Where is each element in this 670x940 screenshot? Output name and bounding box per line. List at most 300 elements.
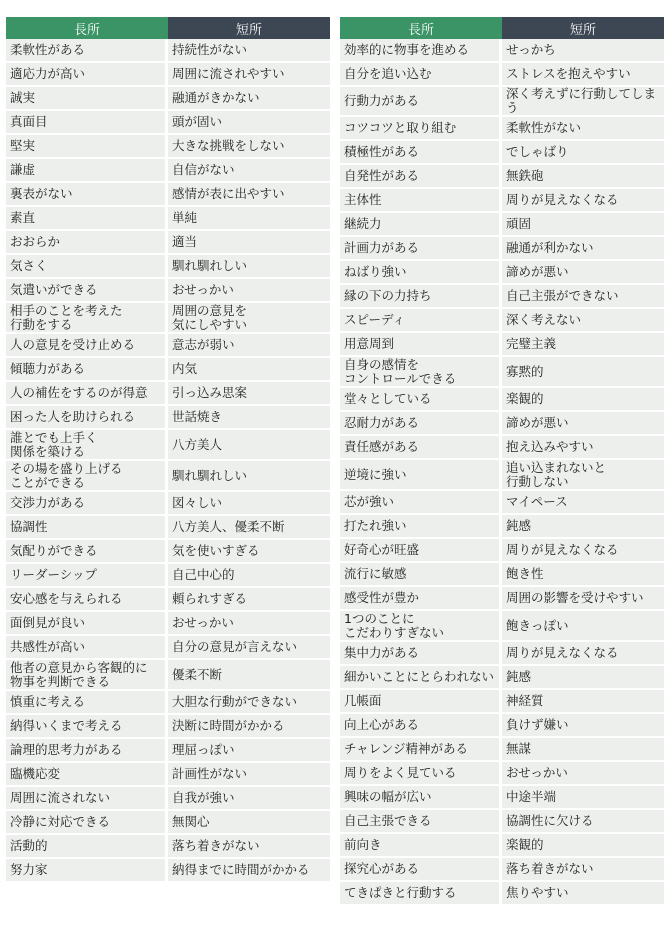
table-row	[6, 859, 330, 883]
merit-cell	[6, 564, 168, 588]
demerit-cell-text: 決断に時間がかかる	[172, 718, 285, 733]
merit-cell-text: 集中力がある	[344, 645, 420, 660]
merit-cell-text: 納得いくまで考える	[10, 718, 123, 733]
header-demerit: 短所	[168, 17, 330, 39]
demerit-cell	[502, 563, 664, 587]
demerit-cell	[502, 357, 664, 388]
demerit-cell	[168, 382, 330, 406]
demerit-cell-text: 自己中心的	[172, 567, 235, 582]
merit-cell-text: コツコツと取り組む	[344, 120, 457, 135]
demerit-cell	[168, 612, 330, 636]
demerit-cell	[168, 430, 330, 461]
demerit-cell	[168, 207, 330, 231]
merit-cell	[6, 811, 168, 835]
demerit-cell-text: マイペース	[506, 494, 568, 509]
table-row	[340, 563, 664, 587]
merit-cell	[6, 231, 168, 255]
merit-cell-text: 用意周到	[344, 336, 395, 351]
table-row	[6, 636, 330, 660]
demerit-cell-text: 飽きっぽい	[506, 617, 569, 633]
table-row	[340, 738, 664, 762]
demerit-cell	[168, 255, 330, 279]
merit-cell	[340, 762, 502, 786]
merit-cell	[6, 63, 168, 87]
merit-cell-text: 気さく	[10, 258, 48, 273]
table-row	[340, 882, 664, 906]
demerit-cell	[168, 39, 330, 63]
demerit-cell	[168, 715, 330, 739]
table-row	[6, 87, 330, 111]
merit-cell-text: 人の補佐をするのが得意	[10, 385, 148, 400]
demerit-cell-text: 気を使いすぎる	[172, 543, 260, 558]
demerit-cell-text: 優柔不断	[172, 666, 223, 682]
merit-cell	[340, 189, 502, 213]
demerit-cell-text: 周囲に流されやすい	[172, 66, 285, 81]
merit-cell-text: スピーディ	[344, 312, 406, 327]
header-merit: 長所	[340, 17, 502, 39]
demerit-cell-text: 単純	[172, 210, 198, 225]
demerit-cell-text: 周りが見えなくなる	[506, 192, 619, 207]
demerit-cell-text: 頼られすぎる	[172, 591, 248, 606]
demerit-cell	[502, 117, 664, 141]
demerit-cell-text: 落ち着きがない	[506, 861, 594, 876]
demerit-cell	[502, 63, 664, 87]
table-row	[340, 141, 664, 165]
demerit-cell-text: 八方美人	[172, 436, 223, 452]
merit-cell-text: 謙虚	[10, 162, 36, 177]
table-row	[6, 516, 330, 540]
table-row	[340, 515, 664, 539]
merit-cell-text: 感受性が豊か	[344, 590, 420, 605]
demerit-cell	[502, 587, 664, 611]
demerit-cell-text: 協調性に欠ける	[506, 813, 594, 828]
merit-cell-text: 向上心がある	[344, 717, 420, 732]
demerit-cell	[168, 111, 330, 135]
merit-cell-text: 人の意見を受け止める	[10, 337, 136, 352]
table-row	[6, 461, 330, 492]
merit-cell-text: 気配りができる	[10, 543, 98, 558]
merit-cell	[340, 858, 502, 882]
demerit-cell-text: 融通がきかない	[172, 90, 260, 105]
table-row	[6, 358, 330, 382]
table-row	[340, 189, 664, 213]
demerit-cell-text: 鈍感	[506, 518, 532, 533]
merit-cell-text: 几帳面	[344, 693, 382, 708]
table-row	[6, 715, 330, 739]
merit-cell-text: 共感性が高い	[10, 639, 86, 654]
demerit-cell	[502, 666, 664, 690]
table-row	[340, 762, 664, 786]
table-header-row	[6, 17, 330, 39]
table-row	[340, 642, 664, 666]
table-row	[6, 279, 330, 303]
merit-cell-text: 堂々としている	[344, 391, 432, 406]
merit-cell	[6, 135, 168, 159]
merit-cell	[6, 39, 168, 63]
table-row	[340, 436, 664, 460]
table-row	[340, 587, 664, 611]
merit-cell-text: 誠実	[10, 90, 36, 105]
table-row	[6, 835, 330, 859]
merit-cell	[6, 835, 168, 859]
demerit-cell	[502, 165, 664, 189]
table-row	[6, 787, 330, 811]
demerit-cell-text: 深く考えない	[506, 312, 582, 327]
merits-demerits-table-right	[340, 17, 664, 906]
demerit-cell-text: 大きな挑戦をしない	[172, 138, 285, 153]
merit-cell-text: ねばり強い	[344, 264, 407, 279]
merit-cell-text: 裏表がない	[10, 186, 73, 201]
merit-cell	[340, 165, 502, 189]
table-row	[6, 207, 330, 231]
merit-cell-text: 論理的思考力がある	[10, 742, 123, 757]
demerit-cell-text: 自己主張ができない	[506, 288, 619, 303]
demerit-cell	[502, 882, 664, 906]
demerit-cell	[168, 835, 330, 859]
demerit-cell	[502, 539, 664, 563]
demerit-cell	[168, 406, 330, 430]
table-row	[340, 333, 664, 357]
merit-cell	[6, 303, 168, 334]
demerit-cell-text: 自信がない	[172, 162, 235, 177]
demerit-cell-text: 周りが見えなくなる	[506, 645, 619, 660]
merit-cell	[6, 334, 168, 358]
demerit-cell	[502, 39, 664, 63]
demerit-cell	[168, 787, 330, 811]
merit-cell-text: 傾聴力がある	[10, 361, 86, 376]
merit-cell	[6, 636, 168, 660]
merit-cell-text: 困った人を助けられる	[10, 409, 136, 424]
demerit-cell	[502, 141, 664, 165]
table-row	[340, 690, 664, 714]
demerit-cell-text: おせっかい	[506, 765, 568, 780]
merit-cell-text: リーダーシップ	[10, 567, 98, 582]
merit-cell-text: 誰とでも上手く 関係を築ける	[10, 430, 98, 459]
merit-cell	[340, 63, 502, 87]
table-row	[6, 255, 330, 279]
demerit-cell	[168, 859, 330, 883]
table-row	[340, 460, 664, 491]
demerit-cell-text: 寡黙的	[506, 363, 544, 379]
merit-cell	[340, 515, 502, 539]
demerit-cell	[168, 334, 330, 358]
table-row	[6, 540, 330, 564]
table-row	[6, 691, 330, 715]
merit-cell-text: 冷静に対応できる	[10, 814, 111, 829]
table-row	[340, 117, 664, 141]
merit-cell-text: 自分を追い込む	[344, 66, 432, 81]
merit-cell-text: 素直	[10, 210, 36, 225]
merit-cell	[6, 516, 168, 540]
merit-cell-text: 交渉力がある	[10, 495, 86, 510]
merit-cell-text: その場を盛り上げる ことができる	[10, 461, 123, 490]
table-body	[340, 39, 664, 906]
demerit-cell	[168, 763, 330, 787]
demerit-cell	[168, 540, 330, 564]
merit-cell	[340, 412, 502, 436]
merit-cell	[6, 715, 168, 739]
demerit-cell	[168, 87, 330, 111]
demerit-cell	[502, 412, 664, 436]
demerit-cell-text: 焦りやすい	[506, 885, 569, 900]
demerit-cell-text: 楽観的	[506, 837, 544, 852]
merit-cell	[340, 309, 502, 333]
merit-cell	[6, 492, 168, 516]
merit-cell-text: 柔軟性がある	[10, 42, 86, 57]
table-row	[6, 564, 330, 588]
demerit-cell-text: 馴れ馴れしい	[172, 258, 248, 273]
demerit-cell-text: 大胆な行動ができない	[172, 694, 298, 709]
merit-cell-text: 忍耐力がある	[344, 415, 420, 430]
merit-cell-text: 周囲に流されない	[10, 790, 111, 805]
demerit-cell	[168, 461, 330, 492]
merit-cell-text: 責任感がある	[344, 439, 420, 454]
merit-cell	[340, 786, 502, 810]
merit-cell	[340, 738, 502, 762]
merit-cell	[6, 358, 168, 382]
merit-cell-text: 活動的	[10, 838, 48, 853]
merit-cell	[340, 87, 502, 117]
demerit-cell-text: 周りが見えなくなる	[506, 542, 619, 557]
merit-cell	[6, 763, 168, 787]
merit-cell-text: 効率的に物事を進める	[344, 42, 470, 57]
merit-cell	[6, 255, 168, 279]
merit-cell	[6, 382, 168, 406]
merit-cell	[6, 691, 168, 715]
demerit-cell	[502, 436, 664, 460]
table-row	[340, 213, 664, 237]
table-row	[6, 231, 330, 255]
demerit-cell-text: 追い込まれないと 行動しない	[506, 460, 607, 489]
table-row	[340, 357, 664, 388]
table-row	[6, 39, 330, 63]
table-row	[6, 660, 330, 691]
demerit-cell	[168, 739, 330, 763]
merit-cell	[6, 859, 168, 883]
demerit-cell	[502, 858, 664, 882]
merit-cell-text: 1つのことに こだわりすぎない	[344, 611, 445, 640]
table-header-row	[340, 17, 664, 39]
demerit-cell-text: 融通が利かない	[506, 240, 594, 255]
demerit-cell-text: 頭が固い	[172, 114, 223, 129]
merit-cell	[6, 159, 168, 183]
merit-cell-text: 芯が強い	[344, 494, 395, 509]
table-row	[6, 334, 330, 358]
demerit-cell-text: 諦めが悪い	[506, 415, 569, 430]
demerit-cell-text: 周囲の影響を受けやすい	[506, 590, 644, 605]
merit-cell	[340, 357, 502, 388]
demerit-cell-text: 完璧主義	[506, 336, 557, 351]
table-row	[6, 111, 330, 135]
merit-cell	[340, 611, 502, 642]
merit-cell	[340, 388, 502, 412]
demerit-cell	[502, 714, 664, 738]
merit-cell-text: 堅実	[10, 138, 36, 153]
demerit-cell-text: 周囲の意見を 気にしやすい	[172, 303, 248, 332]
merit-cell	[6, 279, 168, 303]
merit-cell-text: 前向き	[344, 837, 382, 852]
table-row	[340, 165, 664, 189]
demerit-cell	[502, 690, 664, 714]
merit-cell	[340, 436, 502, 460]
demerit-cell-text: ストレスを抱えやすい	[506, 66, 631, 81]
table-row	[6, 612, 330, 636]
demerit-cell	[168, 691, 330, 715]
merit-cell	[340, 285, 502, 309]
table-row	[340, 285, 664, 309]
demerit-cell-text: 感情が表に出やすい	[172, 186, 285, 201]
demerit-cell-text: 鈍感	[506, 669, 532, 684]
merit-cell-text: 協調性	[10, 519, 48, 534]
table-row	[340, 539, 664, 563]
demerit-cell	[502, 515, 664, 539]
merit-cell	[6, 111, 168, 135]
merit-cell	[340, 690, 502, 714]
table-row	[6, 811, 330, 835]
merit-cell-text: 慎重に考える	[10, 694, 86, 709]
header-demerit: 短所	[502, 17, 664, 39]
merit-cell-text: 縁の下の力持ち	[344, 288, 432, 303]
table-row	[6, 763, 330, 787]
merit-cell	[6, 588, 168, 612]
demerit-cell	[502, 810, 664, 834]
table-row	[340, 39, 664, 63]
merit-cell	[6, 430, 168, 461]
demerit-cell	[168, 231, 330, 255]
demerit-cell	[502, 189, 664, 213]
merit-cell	[6, 787, 168, 811]
merit-cell	[6, 406, 168, 430]
demerit-cell-text: 馴れ馴れしい	[172, 467, 248, 483]
demerit-cell-text: 八方美人、優柔不断	[172, 519, 285, 534]
demerit-cell-text: 落ち着きがない	[172, 838, 260, 853]
demerit-cell-text: 自我が強い	[172, 790, 235, 805]
table-row	[340, 611, 664, 642]
demerit-cell	[168, 588, 330, 612]
table-row	[340, 237, 664, 261]
demerit-cell-text: おせっかい	[172, 282, 234, 297]
demerit-cell-text: 神経質	[506, 693, 544, 708]
merit-cell	[340, 714, 502, 738]
table-row	[340, 87, 664, 117]
merit-cell-text: 真面目	[10, 114, 48, 129]
merit-cell	[340, 563, 502, 587]
demerit-cell	[502, 762, 664, 786]
merit-cell-text: 打たれ強い	[344, 518, 407, 533]
merit-cell	[6, 540, 168, 564]
merit-cell	[6, 183, 168, 207]
demerit-cell	[168, 811, 330, 835]
table-row	[6, 430, 330, 461]
demerit-cell	[168, 660, 330, 691]
table-row	[340, 491, 664, 515]
table-row	[6, 135, 330, 159]
table-row	[6, 588, 330, 612]
demerit-cell-text: でしゃばり	[506, 144, 569, 159]
merit-cell	[6, 660, 168, 691]
merit-cell-text: 自発性がある	[344, 168, 420, 183]
demerit-cell-text: 内気	[172, 361, 198, 376]
demerit-cell-text: 納得までに時間がかかる	[172, 862, 310, 877]
merit-cell	[340, 642, 502, 666]
merit-cell	[340, 333, 502, 357]
demerit-cell-text: おせっかい	[172, 615, 234, 630]
demerit-cell	[502, 388, 664, 412]
table-row	[340, 412, 664, 436]
merit-cell	[340, 213, 502, 237]
table-row	[6, 406, 330, 430]
demerit-cell	[168, 516, 330, 540]
merit-cell	[340, 39, 502, 63]
demerit-cell-text: 計画性がない	[172, 766, 248, 781]
demerit-cell-text: 理屈っぽい	[172, 742, 235, 757]
demerit-cell	[168, 183, 330, 207]
table-row	[340, 261, 664, 285]
table-row	[6, 492, 330, 516]
table-row	[6, 183, 330, 207]
merit-cell-text: チャレンジ精神がある	[344, 741, 469, 756]
demerit-cell	[168, 63, 330, 87]
demerit-cell	[502, 285, 664, 309]
demerit-cell-text: 柔軟性がない	[506, 120, 582, 135]
demerit-cell	[168, 636, 330, 660]
merit-cell	[6, 461, 168, 492]
table-row	[340, 786, 664, 810]
merit-cell-text: 気遣いができる	[10, 282, 98, 297]
merit-cell-text: てきぱきと行動する	[344, 885, 457, 900]
table-row	[6, 303, 330, 334]
demerit-cell	[168, 492, 330, 516]
demerit-cell-text: 負けず嫌い	[506, 717, 569, 732]
merit-cell	[340, 491, 502, 515]
merit-cell-text: 細かいことにとらわれない	[344, 669, 495, 684]
demerit-cell	[168, 279, 330, 303]
merit-cell-text: 計画力がある	[344, 240, 420, 255]
merit-cell-text: 他者の意見から客観的に 物事を判断できる	[10, 660, 148, 689]
merit-cell-text: 興味の幅が広い	[344, 789, 432, 804]
merit-cell	[340, 882, 502, 906]
merit-cell	[6, 207, 168, 231]
table-row	[340, 666, 664, 690]
demerit-cell	[168, 303, 330, 334]
merit-cell	[340, 117, 502, 141]
demerit-cell	[502, 213, 664, 237]
merit-cell-text: 臨機応変	[10, 766, 61, 781]
merit-cell	[6, 739, 168, 763]
demerit-cell-text: 引っ込み思案	[172, 385, 248, 400]
demerit-cell	[168, 358, 330, 382]
table-row	[340, 63, 664, 87]
merit-cell-text: 自身の感情を コントロールできる	[344, 357, 457, 386]
demerit-cell-text: 頑固	[506, 216, 532, 231]
demerit-cell	[168, 135, 330, 159]
table-row	[6, 159, 330, 183]
merits-demerits-table-left	[6, 17, 330, 883]
merit-cell-text: 主体性	[344, 192, 382, 207]
demerit-cell	[502, 611, 664, 642]
demerit-cell-text: 適当	[172, 234, 198, 249]
merit-cell-text: 自己主張できる	[344, 813, 432, 828]
demerit-cell-text: 抱え込みやすい	[506, 439, 594, 454]
merit-cell	[6, 87, 168, 111]
demerit-cell	[502, 333, 664, 357]
demerit-cell	[502, 309, 664, 333]
merit-cell	[340, 834, 502, 858]
table-row	[340, 834, 664, 858]
merit-cell-text: 努力家	[10, 862, 48, 877]
demerit-cell-text: 自分の意見が言えない	[172, 639, 298, 654]
table-row	[340, 714, 664, 738]
